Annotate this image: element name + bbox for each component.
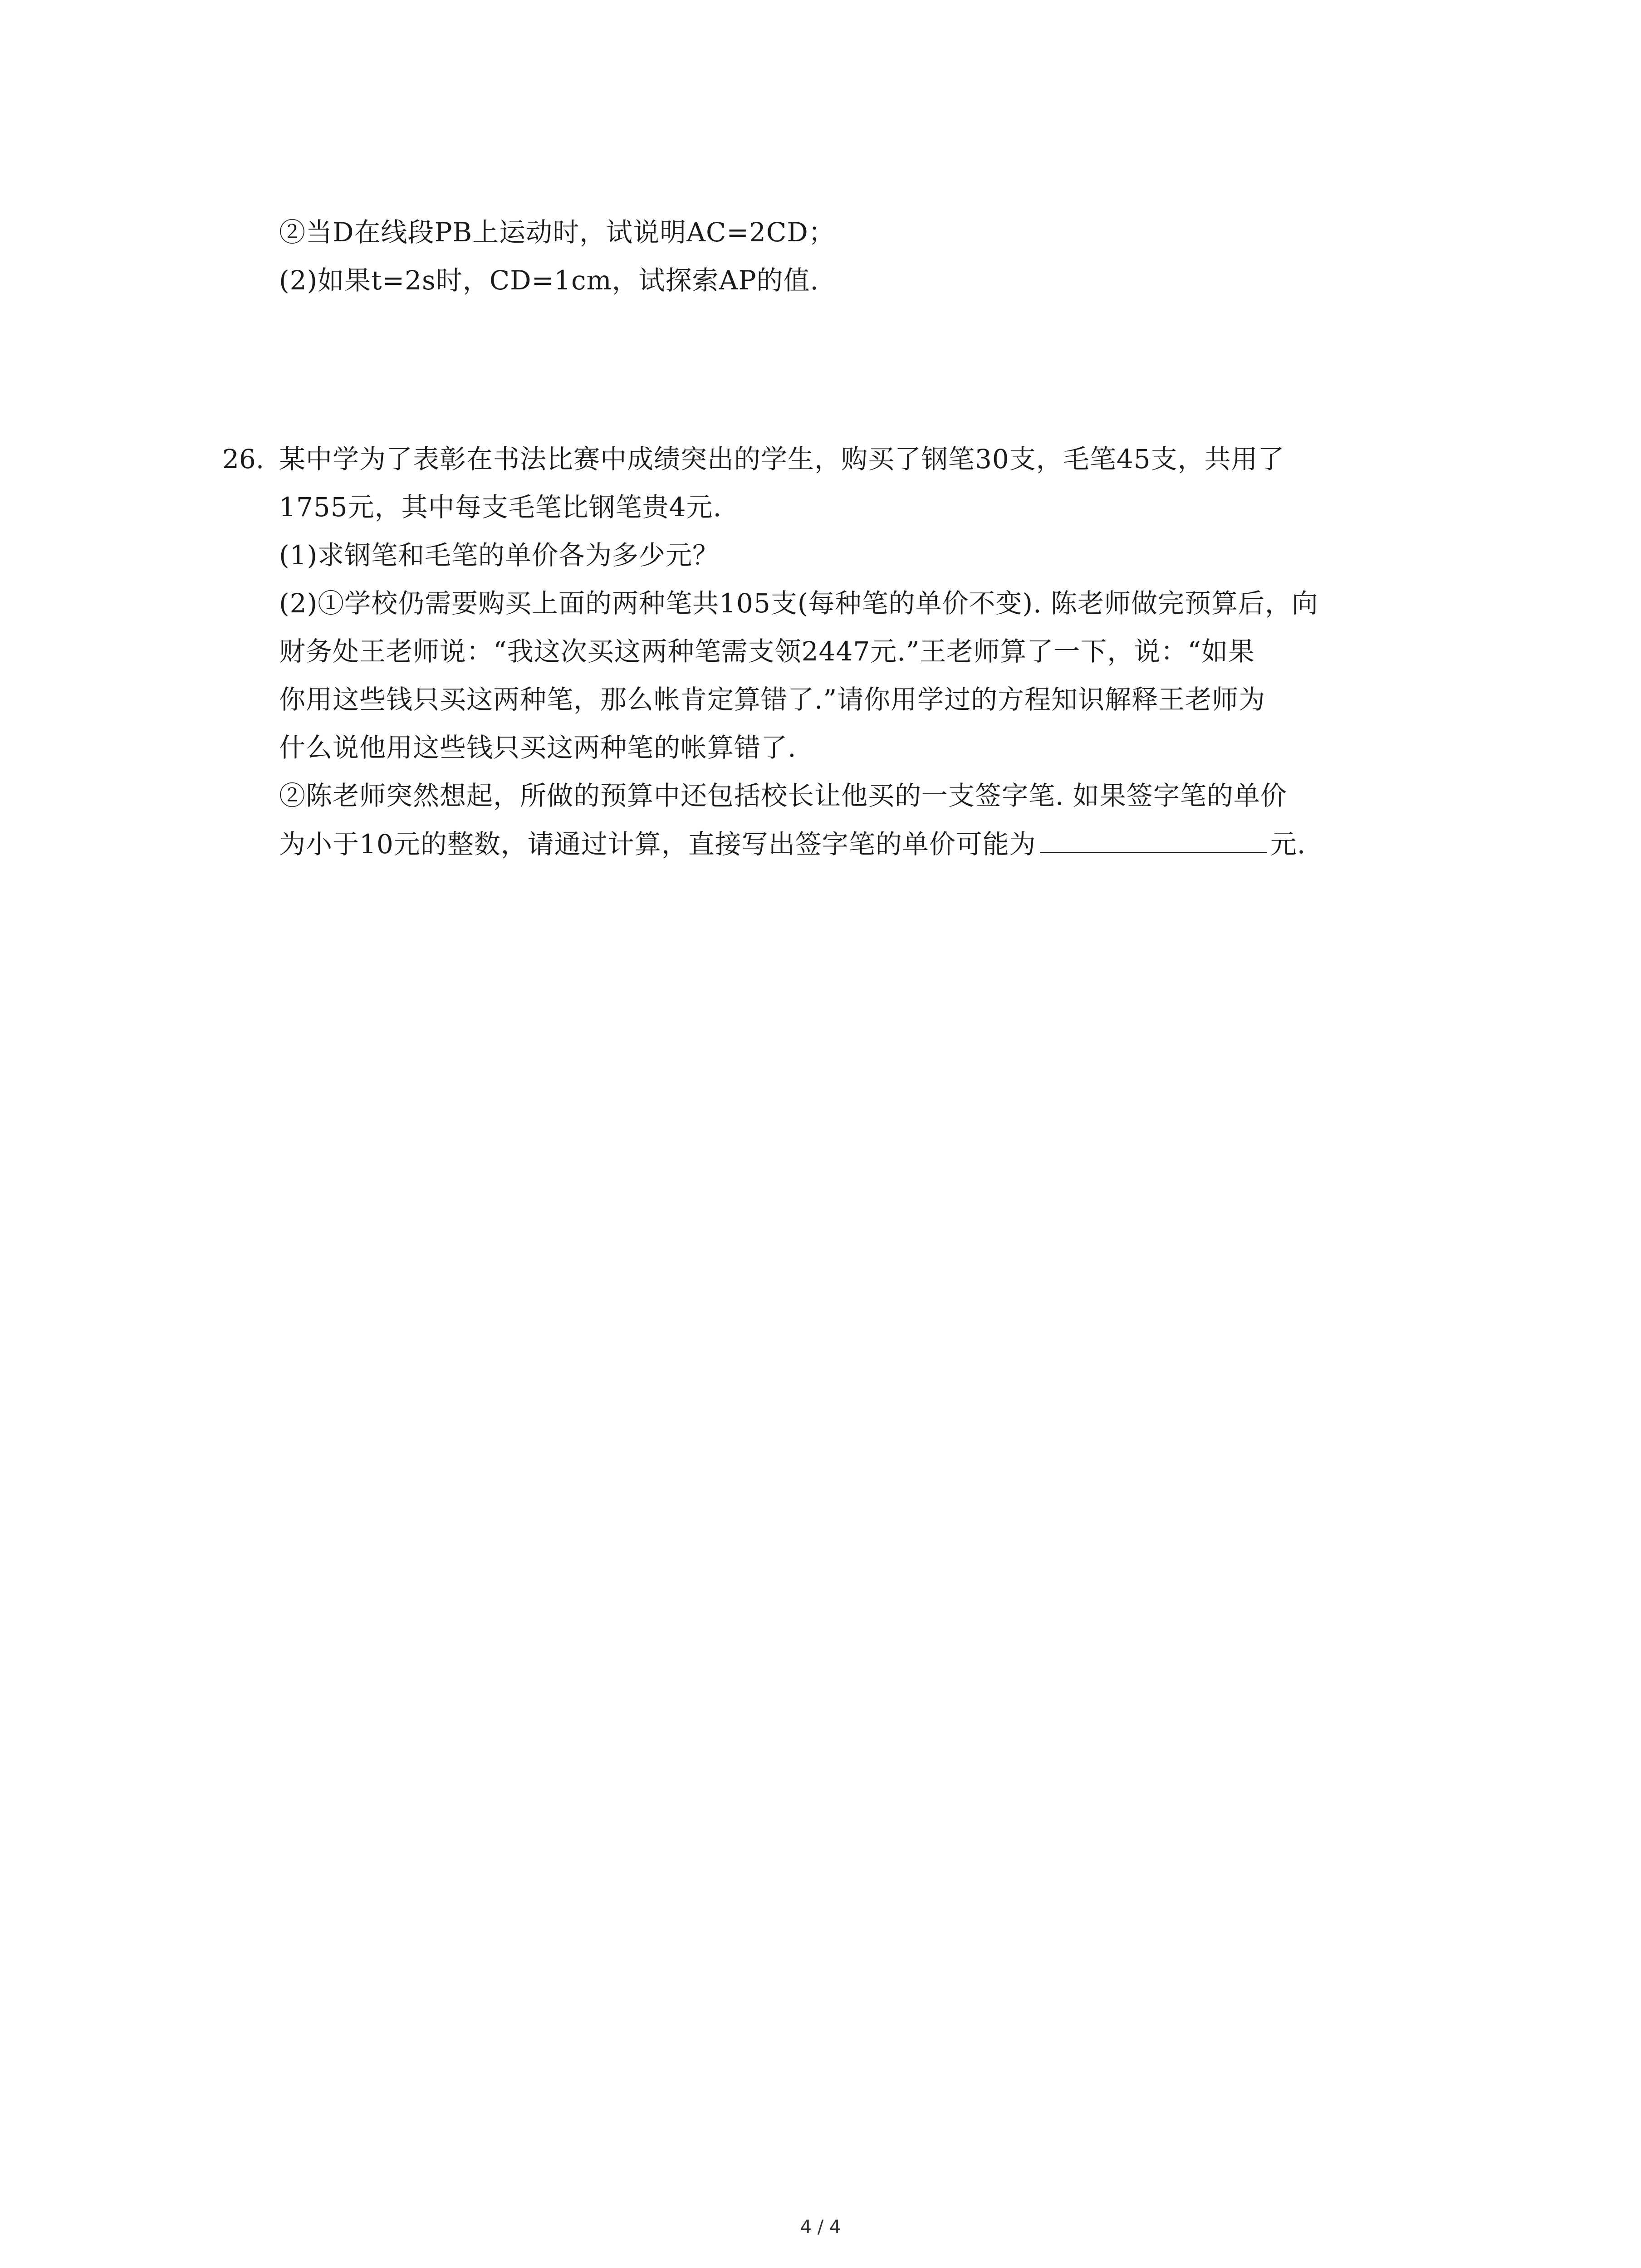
question-stem-line-2: 1755元，其中每支毛笔比钢笔贵4元. [279,492,722,523]
question-part-1: (1)求钢笔和毛笔的单价各为多少元？ [279,540,720,571]
question-part-2b-line-2 [279,826,1306,862]
answer-blank[interactable] [1040,826,1267,853]
question-number: 26. [222,444,265,474]
question-part-2-line-4: 什么说他用这些钱只买这两种笔的帐算错了. [279,732,797,763]
answer-prompt-text: 为小于10元的整数，请通过计算，直接写出签字笔的单价可能为 [279,829,1036,860]
question-part-2-line-3: 你用这些钱只买这两种笔，那么帐肯定算错了.”请你用学过的方程知识解释王老师为 [279,684,1266,715]
answer-unit-text: 元. [1270,829,1306,860]
prev-question-part-2: ②当D在线段PB上运动时，试说明AC=2CD； [279,217,835,248]
prev-question-part-2b: (2)如果t=2s时，CD=1cm，试探索AP的值. [279,265,819,296]
question-part-2-line-2: 财务处王老师说：“我这次买这两种笔需支领2447元.”王老师算了一下，说：“如果 [279,636,1255,667]
question-part-2-line-1: (2)①学校仍需要购买上面的两种笔共105支(每种笔的单价不变). 陈老师做完预算后，向 [279,588,1318,619]
question-stem-line-1: 某中学为了表彰在书法比赛中成绩突出的学生，购买了钢笔30支，毛笔45支，共用了 [279,444,1285,474]
page-number: 4 / 4 [800,2217,841,2238]
question-part-2b-line-1: ②陈老师突然想起，所做的预算中还包括校长让他买的一支签字笔. 如果签字笔的单价 [279,780,1287,811]
